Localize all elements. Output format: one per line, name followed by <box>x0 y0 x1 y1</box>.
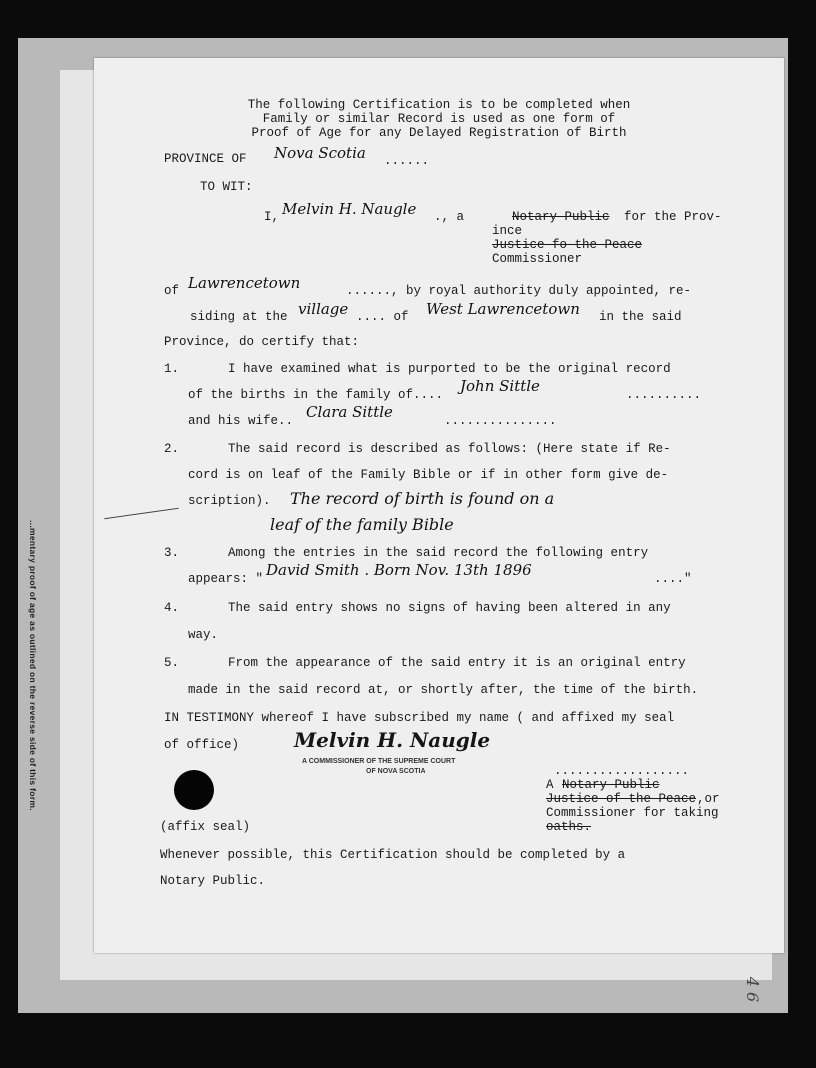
mother-name: Clara Sittle <box>306 403 393 421</box>
residing-place: West Lawrencetown <box>426 300 580 318</box>
residing-village: village <box>298 300 349 318</box>
to-wit: TO WIT: <box>200 180 253 194</box>
testimony-line-1: IN TESTIMONY whereof I have subscribed my name ( and affixed my seal <box>164 711 675 725</box>
father-name: John Sittle <box>460 377 540 395</box>
item-2-line-3: scription). <box>188 494 271 508</box>
header-line-1: The following Certification is to be completed when <box>247 98 631 112</box>
item-2-line-1: The said record is described as follows: (Here state if Re- <box>228 442 671 456</box>
record-description-line-2: leaf of the family Bible <box>270 515 454 534</box>
record-description-line-1: The record of birth is found on a <box>290 489 555 508</box>
item-3-line-1: Among the entries in the said record the following entry <box>228 546 649 560</box>
testimony-line-2: of office) <box>164 738 240 752</box>
item-4-line-1: The said entry shows no signs of having been altered in any <box>228 601 671 615</box>
officer-signature-dots: .................. <box>554 764 690 778</box>
item-5-line-1: From the appearance of the said entry it is an original entry <box>228 656 686 670</box>
item-5-number: 5. <box>164 656 180 670</box>
item-3-line-2-suffix: ...." <box>654 572 692 586</box>
wax-seal <box>174 770 214 810</box>
officer-block-or: ,or <box>697 792 720 806</box>
margin-pen-stroke <box>104 508 178 519</box>
officer-block-commissioner: Commissioner for taking <box>546 806 719 820</box>
of-line-rest: ......, by royal authority duly appointed, re- <box>346 284 692 298</box>
of-place: Lawrencetown <box>188 274 301 292</box>
justice-struck: Justice fo the Peace <box>492 238 643 252</box>
officer-block-a: A <box>546 778 554 792</box>
affix-seal-label: (affix seal) <box>160 820 251 834</box>
footer-line-2: Notary Public. <box>160 874 266 888</box>
footer-line-1: Whenever possible, this Certification should be completed by a <box>160 848 626 862</box>
item-2-number: 2. <box>164 442 180 456</box>
item-1-line-3-prefix: and his wife.. <box>188 414 294 428</box>
certification-page <box>94 58 784 953</box>
header-line-2: Family or similar Record is used as one form of <box>262 112 616 126</box>
officer-block-oaths: oaths. <box>546 820 592 834</box>
ince: ince <box>492 224 523 238</box>
item-2-line-2: cord is on leaf of the Family Bible or if in other form give de- <box>188 468 669 482</box>
officer-name: Melvin H. Naugle <box>282 200 417 218</box>
province-certify: Province, do certify that: <box>164 335 360 349</box>
notary-public-struck: Notary Public <box>512 210 610 224</box>
residing-mid: .... of <box>356 310 409 324</box>
province-label: PROVINCE OF <box>164 152 247 166</box>
province-dots: ...... <box>384 154 430 168</box>
item-3-line-2-prefix: appears: " <box>188 572 264 586</box>
residing-suffix: in the said <box>599 310 682 324</box>
item-1-number: 1. <box>164 362 180 376</box>
officer-prefix: I, <box>264 210 280 224</box>
item-5-line-2: made in the said record at, or shortly after, the time of the birth. <box>188 683 699 697</box>
of-label: of <box>164 284 180 298</box>
officer-block-justice-struck: Justice of the Peace <box>546 792 697 806</box>
birth-entry: David Smith . Born Nov. 13th 1896 <box>266 561 532 579</box>
signature-block <box>294 728 490 752</box>
corner-handwriting-mark: 4 6 <box>743 976 763 1003</box>
commissioner-label: Commissioner <box>492 252 583 266</box>
header-line-3: Proof of Age for any Delayed Registration of Birth <box>251 126 627 140</box>
item-1-line-2-dots: .......... <box>626 388 702 402</box>
item-1-line-3-dots: ............... <box>444 414 557 428</box>
officer-block-notary-struck: Notary Public <box>562 778 660 792</box>
officer-a: ., a <box>434 210 465 224</box>
commissioner-stamp-line-1: A COMMISSIONER OF THE SUPREME COURT <box>302 758 456 765</box>
item-1-line-2-prefix: of the births in the family of.... <box>188 388 444 402</box>
side-margin-text: ...mentary proof of age as outlined on the reverse side of this form. <box>28 520 38 811</box>
item-1-line-1: I have examined what is purported to be the original record <box>228 362 671 376</box>
residing-prefix: siding at the <box>190 310 288 324</box>
item-3-number: 3. <box>164 546 180 560</box>
signature: Melvin H. Naugle <box>294 728 491 752</box>
commissioner-stamp-line-2: OF NOVA SCOTIA <box>366 768 426 775</box>
item-4-line-2: way. <box>188 628 219 642</box>
province-value: Nova Scotia <box>274 144 366 162</box>
item-4-number: 4. <box>164 601 180 615</box>
for-the-province: for the Prov- <box>624 210 722 224</box>
